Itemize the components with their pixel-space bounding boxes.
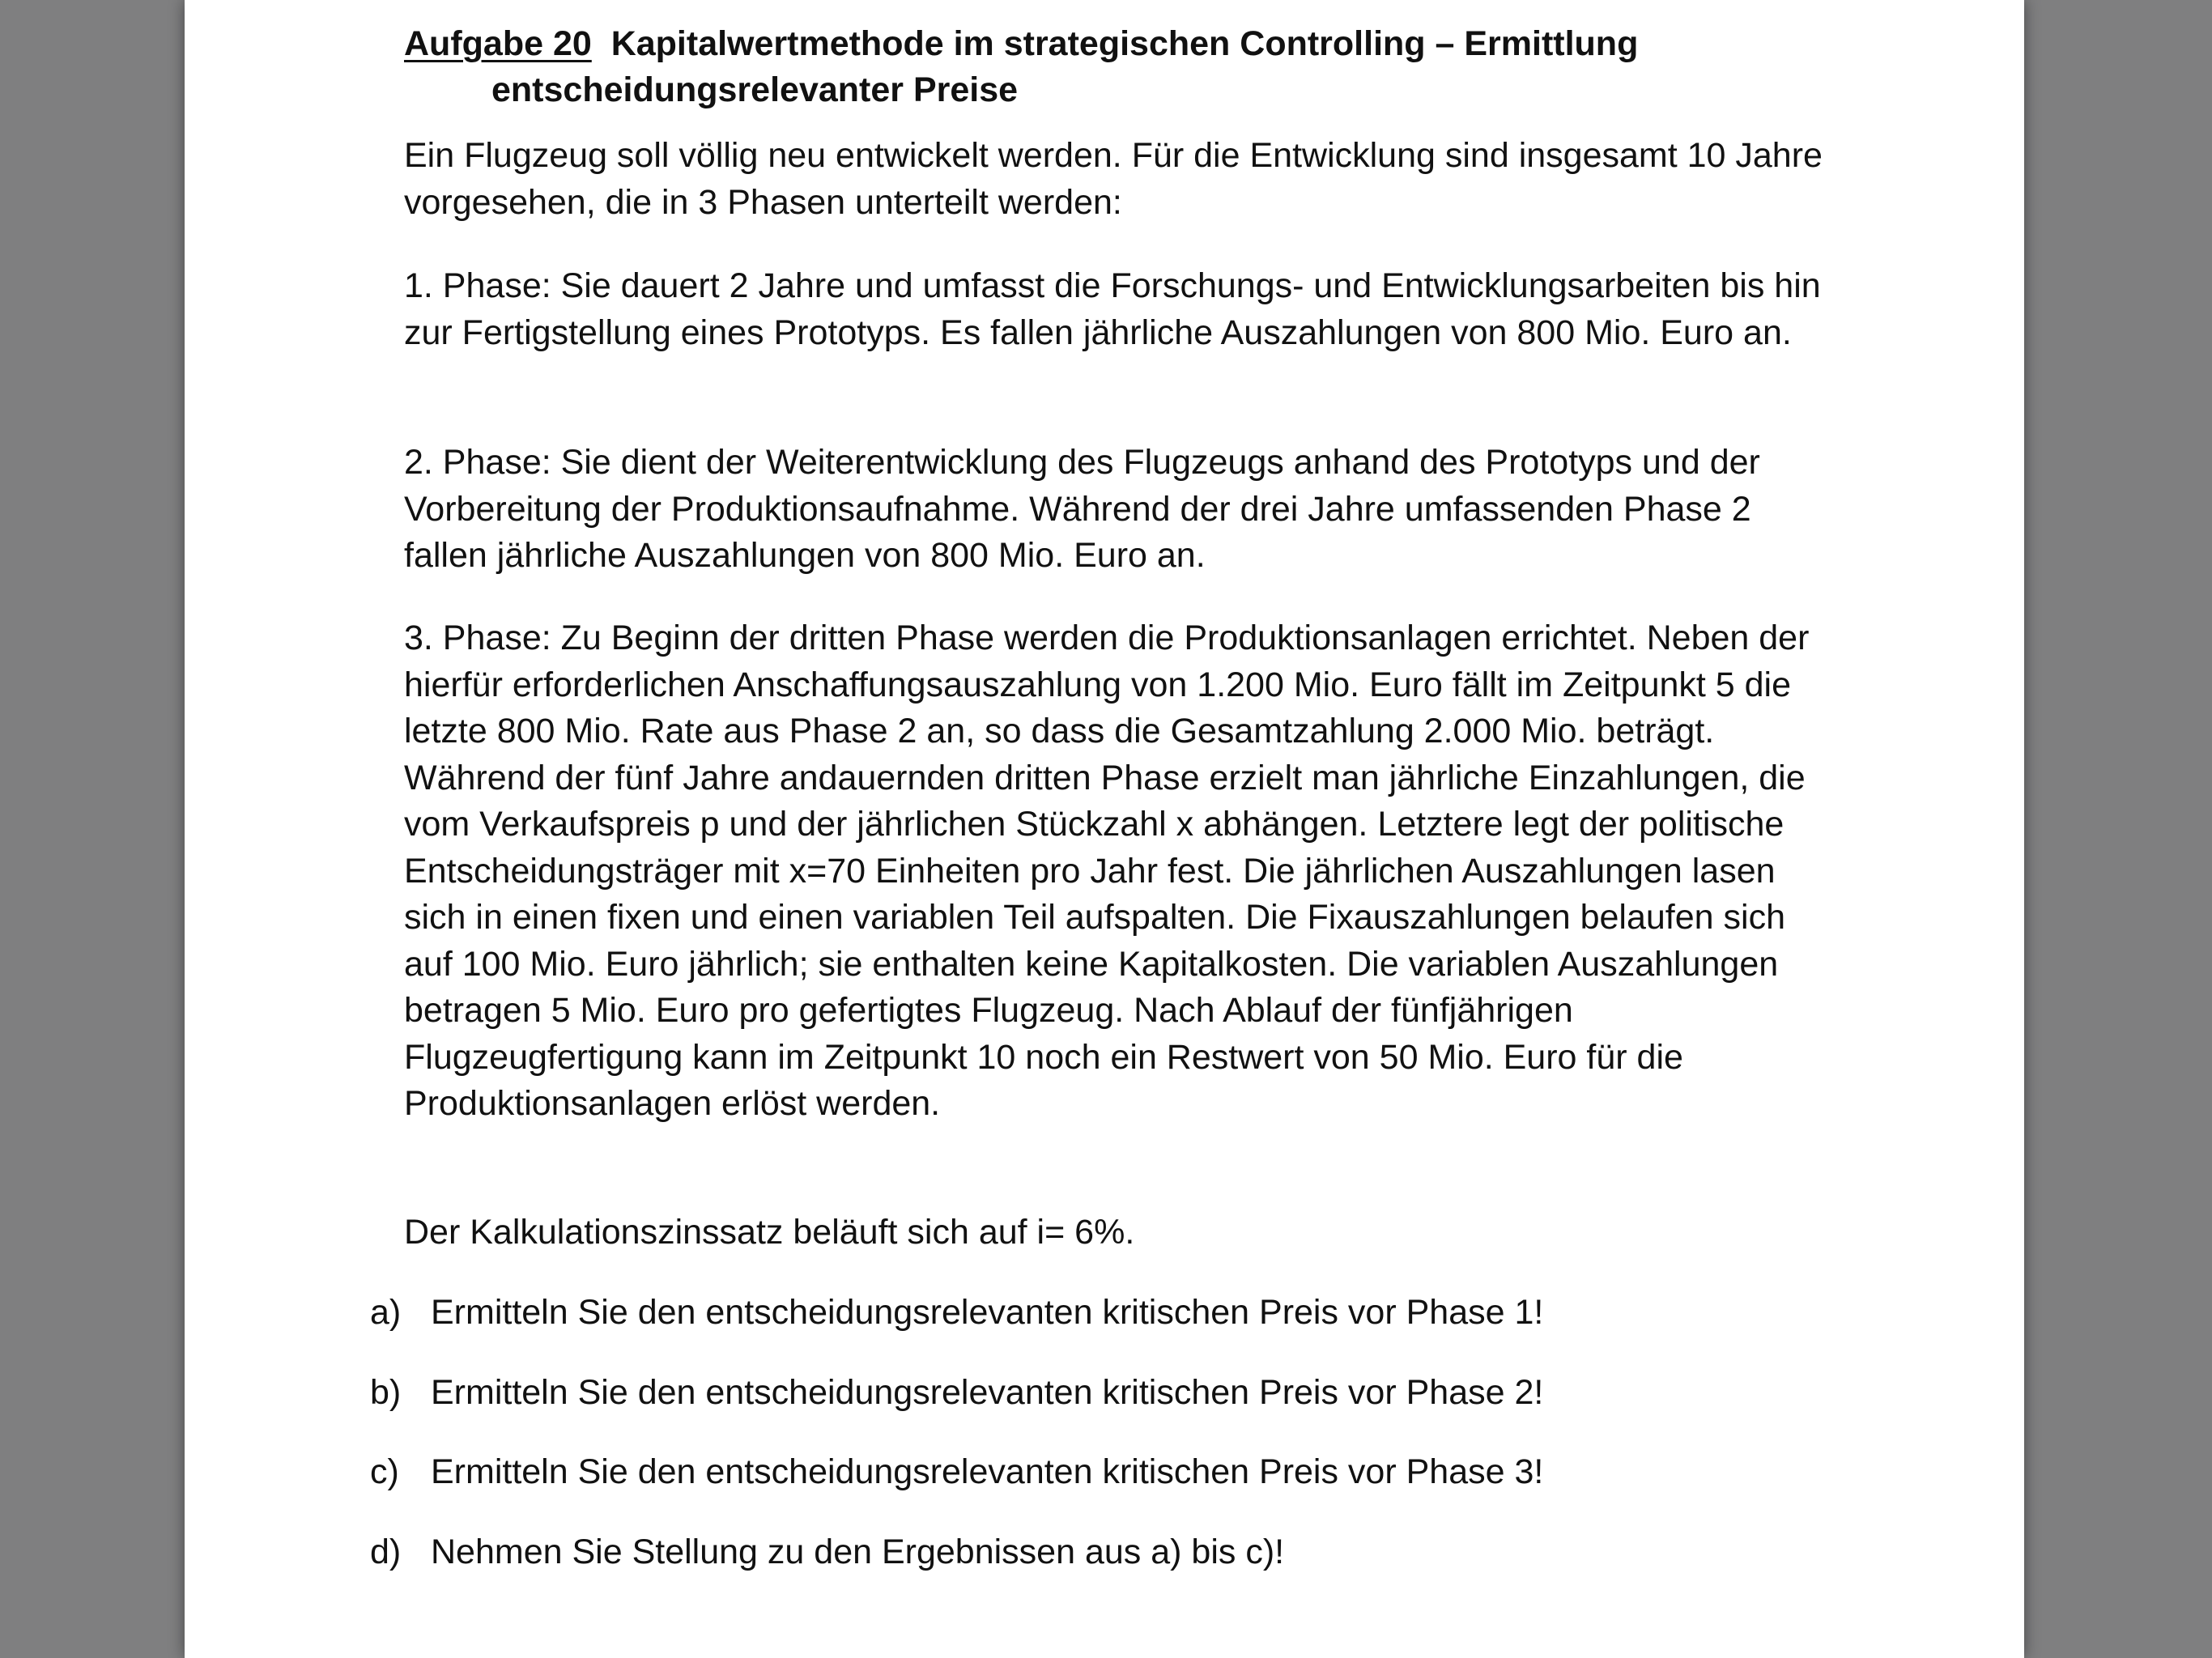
task-b	[370, 1370, 1827, 1417]
exercise-title	[404, 21, 1829, 113]
task-c	[370, 1449, 1827, 1496]
task-d-text: Nehmen Sie Stellung zu den Ergebnissen aus a) bis c)!	[431, 1533, 1285, 1571]
task-b-letter: b)	[370, 1373, 402, 1412]
intro-paragraph: Ein Flugzeug soll völlig neu entwickelt werden. Für die Entwicklung sind insgesamt 10 Jahre vorgesehen, die in 3 Phasen unterteilt werden:	[404, 136, 1823, 222]
exercise-number: Aufgabe 20	[404, 24, 592, 63]
task-a-text: Ermitteln Sie den entscheidungsrelevanten kritischen Preis vor Phase 1!	[431, 1293, 1544, 1332]
document-page	[185, 0, 2024, 1658]
phase1-paragraph: 1. Phase: Sie dauert 2 Jahre und umfasst die Forschungs- und Entwicklungsarbeiten bis hin zur Fertigstellung eines Prototyps. Es fallen jährliche Auszahlungen von 800 Mio. Euro an.	[404, 266, 1821, 352]
task-a-letter: a)	[370, 1293, 402, 1332]
task-b-text: Ermitteln Sie den entscheidungsrelevanten kritischen Preis vor Phase 2!	[431, 1373, 1544, 1412]
phase3-paragraph: 3. Phase: Zu Beginn der dritten Phase werden die Produktionsanlagen errichtet. Neben der hierfür erforderlichen Anschaffungsauszahlung von 1.200 Mio. Euro fällt im Zeitpunkt 5 die letzte 800 Mio. Rate aus Phase 2 an, so dass die Gesamtzahlung 2.000 Mio. beträgt. Während der fünf Jahre andauernden dritten Phase erzielt man jährliche Einzahlungen, die vom Verkaufspreis p und der jährlichen Stückzahl x abhängen. Letztere legt der politische Entscheidungsträger mit x=70 Einheiten pro Jahr fest. Die jährlichen Auszahlungen lasen sich in einen fixen und einen variablen Teil aufspalten. Die Fixauszahlungen belaufen sich auf 100 Mio. Euro jährlich; sie enthalten keine Kapitalkosten. Die variablen Auszahlungen betragen 5 Mio. Euro pro gefertigtes Flugzeug. Nach Ablauf der fünfjährigen Flugzeugfertigung kann im Zeitpunkt 10 noch ein Restwert von 50 Mio. Euro für die Produktionsanlagen erlöst werden.	[404, 619, 1810, 1123]
exercise-title-line2: entscheidungsrelevanter Preise	[491, 70, 1019, 109]
exercise-title-line1: Kapitalwertmethode im strategischen Controlling – Ermittlung	[610, 24, 1639, 63]
task-d	[370, 1529, 1827, 1576]
task-d-letter: d)	[370, 1533, 402, 1571]
phase2-paragraph: 2. Phase: Sie dient der Weiterentwicklung des Flugzeugs anhand des Prototyps und der Vorbereitung der Produktionsaufnahme. Während der drei Jahre umfassenden Phase 2 fallen jährliche Auszahlungen von 800 Mio. Euro an.	[404, 443, 1760, 575]
interest-rate-paragraph: Der Kalkulationszinssatz beläuft sich auf i= 6%.	[404, 1213, 1135, 1252]
task-a	[370, 1290, 1827, 1337]
task-c-text: Ermitteln Sie den entscheidungsrelevanten kritischen Preis vor Phase 3!	[431, 1452, 1544, 1491]
task-c-letter: c)	[370, 1452, 399, 1491]
